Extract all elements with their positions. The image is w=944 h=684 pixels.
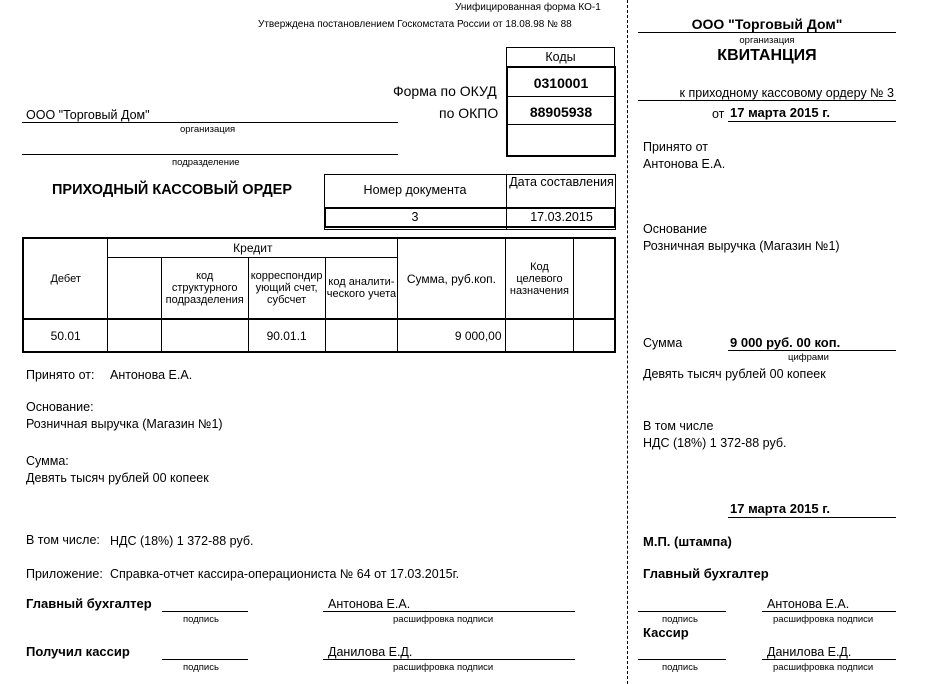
receipt-basis-label: Основание (643, 222, 708, 236)
okpo-value: 88905938 (529, 104, 593, 120)
receipt-cashier-decoding-caption: расшифровка подписи (773, 662, 874, 673)
cashier-label: Получил кассир (26, 644, 130, 659)
receipt-org-caption: организация (739, 35, 795, 46)
codes-divider-1 (507, 96, 615, 97)
basis-value: Розничная выручка (Магазин №1) (26, 417, 223, 431)
chief-decoding-line (323, 611, 575, 612)
receipt-chief-signature-caption: подпись (662, 614, 698, 625)
receipt-to-order: к приходному кассовому ордеру № 3 (679, 86, 894, 100)
cashier-decoding-line (323, 659, 575, 660)
target-code-header: Код целевого назначения (505, 238, 574, 319)
subdivision-caption: подразделение (172, 157, 240, 168)
including-label: В том числе: (26, 533, 100, 547)
chief-accountant-label: Главный бухгалтер (26, 596, 152, 611)
chief-signature-line (162, 611, 248, 612)
receipt-org-line (638, 32, 896, 33)
doc-number-label: Номер документа (363, 183, 467, 197)
codes-divider-2 (507, 124, 615, 125)
receipt-date-bottom: 17 марта 2015 г. (730, 501, 830, 516)
receipt-cashier-name: Данилова Е.Д. (767, 645, 852, 659)
receipt-cashier-signature-caption: подпись (662, 662, 698, 673)
receipt-including-label: В том числе (643, 419, 714, 433)
doc-date-label: Дата составления (509, 175, 614, 189)
doc-number-value: 3 (411, 210, 419, 224)
receipt-cashier-signature-line (638, 659, 726, 660)
cashier-signature-caption: подпись (183, 662, 219, 673)
chief-signature-caption: подпись (183, 614, 219, 625)
receipt-received-from-label: Принято от (643, 140, 709, 154)
cashier-decoding-caption: расшифровка подписи (393, 662, 494, 673)
corr-account-header: корреспондир ующий счет, субсчет (248, 257, 325, 319)
received-from-value: Антонова Е.А. (110, 368, 193, 382)
receipt-vat-value: НДС (18%) 1 372-88 руб. (643, 436, 787, 450)
received-from-label: Принято от: (26, 368, 95, 382)
receipt-cashier-label: Кассир (643, 625, 689, 640)
receipt-sum-label: Сумма (643, 336, 683, 350)
okud-label: Форма по ОКУД (393, 83, 497, 99)
receipt-received-from-value: Антонова Е.А. (643, 157, 726, 171)
row-cell-empty-4 (505, 319, 574, 352)
amount-header: Сумма, руб.коп. (398, 238, 505, 319)
debit-header: Дебет (23, 238, 108, 319)
receipt-org-name: ООО "Торговый Дом" (691, 16, 843, 32)
chief-decoding-caption: расшифровка подписи (393, 614, 494, 625)
codes-header: Коды (506, 47, 615, 67)
row-corr-account: 90.01.1 (248, 319, 325, 352)
row-cell-empty-5 (574, 319, 615, 352)
sum-label: Сумма: (26, 454, 69, 468)
okud-value: 0310001 (533, 75, 589, 91)
doc-date-value: 17.03.2015 (530, 210, 593, 224)
row-cell-empty-2 (161, 319, 248, 352)
vat-value: НДС (18%) 1 372-88 руб. (110, 534, 254, 548)
receipt-sum-line (728, 350, 896, 351)
organization-line (22, 122, 398, 123)
order-title: ПРИХОДНЫЙ КАССОВЫЙ ОРДЕР (52, 182, 292, 198)
unified-form-label: Унифицированная форма КО-1 (455, 2, 601, 13)
receipt-cashier-decoding-line (762, 659, 896, 660)
receipt-basis-value: Розничная выручка (Магазин №1) (643, 239, 840, 253)
receipt-chief-accountant-label: Главный бухгалтер (643, 566, 769, 581)
organization-name: ООО "Торговый Дом" (26, 108, 150, 122)
receipt-to-order-line (638, 100, 896, 101)
receipt-from-label: от (712, 107, 725, 121)
row-cell-empty-3 (325, 319, 398, 352)
receipt-title: КВИТАНЦИЯ (717, 47, 817, 64)
organization-caption: организация (180, 124, 236, 135)
code-struct-header: код структурного подразделения (161, 257, 248, 319)
cashier-signature-line (162, 659, 248, 660)
sum-words: Девять тысяч рублей 00 копеек (26, 471, 209, 485)
accounting-table (22, 237, 616, 353)
subdivision-line (22, 154, 398, 155)
row-cell-empty-1 (108, 319, 161, 352)
row-amount: 9 000,00 (398, 319, 505, 352)
approved-by-label: Утверждена постановлением Госкомстата России от 18.08.98 № 88 (258, 19, 572, 30)
analytic-code-header: код аналити- ческого учета (325, 257, 398, 319)
receipt-chief-signature-line (638, 611, 726, 612)
receipt-stamp: М.П. (штампа) (643, 534, 732, 549)
credit-empty-header (108, 257, 161, 319)
chief-accountant-name: Антонова Е.А. (328, 597, 411, 611)
attachment-value: Справка-отчет кассира-операциониста № 64 от 17.03.2015г. (110, 567, 460, 581)
receipt-digits-caption: цифрами (788, 352, 829, 363)
receipt-chief-decoding-line (762, 611, 896, 612)
receipt-sum-value: 9 000 руб. 00 коп. (730, 335, 841, 350)
receipt-sum-words: Девять тысяч рублей 00 копеек (643, 367, 826, 381)
row-debit: 50.01 (23, 319, 108, 352)
receipt-chief-decoding-caption: расшифровка подписи (773, 614, 874, 625)
receipt-date-line (728, 121, 896, 122)
credit-header: Кредит (108, 238, 398, 257)
receipt-date-bottom-line (728, 517, 896, 518)
cashier-name: Данилова Е.Д. (328, 645, 413, 659)
basis-label: Основание: (26, 400, 94, 414)
okpo-label: по ОКПО (439, 105, 499, 121)
receipt-chief-accountant-name: Антонова Е.А. (767, 597, 850, 611)
attachment-label: Приложение: (26, 567, 103, 581)
cut-line (627, 0, 628, 684)
receipt-date: 17 марта 2015 г. (730, 105, 830, 120)
empty-header (574, 238, 615, 319)
